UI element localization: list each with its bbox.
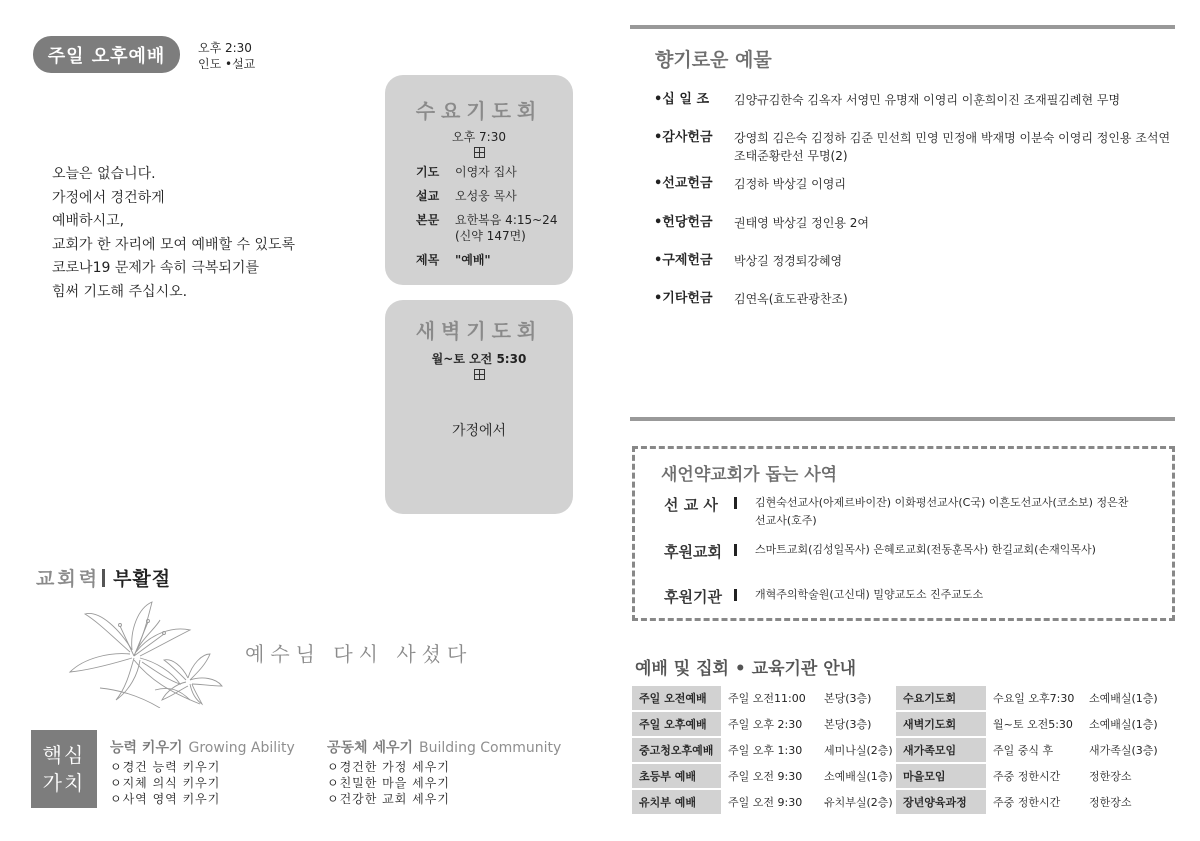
table-cell: 소예배실(1층) [824, 770, 893, 783]
table-cell: 주중 정한시간 [993, 796, 1061, 809]
mission-value: 개혁주의학술원(고신대) 밀양교도소 진주교도소 [755, 588, 984, 601]
table-cell: 주일 오전예배 [632, 686, 721, 710]
scripture-ref: 요한복음 4:15~24 [455, 213, 558, 227]
core-value-item: ㅇ경건한 가정 세우기 [327, 760, 450, 774]
table-cell: 주일 오전 9:30 [728, 796, 803, 809]
mission-row-institutions [664, 586, 1135, 607]
table-cell: 초등부 예배 [632, 764, 721, 788]
offering-type: •헌당헌금 [654, 215, 713, 230]
table-cell: 소예배실(1층) [1089, 692, 1158, 705]
offering-type: •선교헌금 [654, 176, 713, 191]
divider [102, 569, 105, 587]
divider [734, 544, 737, 556]
notice-line: 힘써 기도해 주십시오. [52, 283, 188, 300]
schedule-table [632, 684, 1176, 816]
core-value-item: ㅇ친밀한 마을 세우기 [327, 776, 450, 790]
offering-type: •기타헌금 [654, 291, 713, 306]
wednesday-prayer-title: 수요기도회 [415, 99, 543, 123]
core-value-heading [327, 737, 561, 757]
notice-line: 예배하시고, [52, 213, 125, 229]
core-value-en: Building Community [419, 740, 562, 756]
divider [734, 589, 737, 601]
table-cell: 주일 오후예배 [632, 712, 721, 736]
table-cell: 주일 오후 2:30 [728, 718, 803, 731]
core-value-en: Growing Ability [188, 740, 295, 756]
table-row [632, 712, 1176, 736]
table-cell: 월~토 오전5:30 [993, 718, 1073, 731]
sunday-afternoon-meta [198, 40, 255, 72]
table-cell: 유치부 예배 [632, 790, 721, 814]
table-cell: 본당(3층) [824, 692, 872, 705]
info-value: "예배" [455, 253, 491, 267]
core-value-ko: 공동체 세우기 [327, 740, 414, 756]
offering-row-relief [654, 252, 1174, 270]
core-values-label-2: 가치 [42, 771, 86, 795]
table-cell: 마을모임 [896, 764, 986, 788]
mission-row-churches [664, 541, 1135, 562]
offering-type: •구제헌금 [654, 253, 713, 268]
dawn-prayer-time: 월~토 오전 5:30 [431, 352, 527, 366]
offering-names: 김양규김한숙 김옥자 서영민 유명재 이영리 이훈희이진 조재필김례현 무명 [734, 93, 1121, 107]
info-key: 기도 [416, 165, 440, 179]
info-key: 설교 [416, 189, 440, 203]
mission-title: 새언약교회가 돕는 사역 [661, 465, 838, 485]
offering-type: •십 일 조 [654, 92, 710, 107]
table-cell: 주일 오후 1:30 [728, 744, 803, 757]
church-calendar [36, 564, 171, 591]
notice-line: 코로나19 문제가 속히 극복되기를 [52, 260, 259, 276]
church-calendar-label: 교회력 [36, 568, 101, 590]
info-value [455, 212, 573, 244]
core-value-building-community [327, 737, 561, 807]
table-cell: 주중 정한시간 [993, 770, 1061, 783]
table-cell: 세미나실(2층) [824, 744, 893, 757]
wednesday-prayer-time: 오후 7:30 [452, 130, 506, 144]
cross-icon [474, 147, 485, 158]
mission-value: 스마트교회(김성일목사) 은혜로교회(전동훈목사) 한길교회(손재익목사) [755, 543, 1096, 556]
scripture-page: (신약 147면) [455, 229, 526, 243]
table-cell: 유치부실(2층) [824, 796, 893, 809]
table-cell: 장년양육과정 [896, 790, 986, 814]
notice-line: 교회가 한 자리에 모여 예배할 수 있도록 [52, 236, 296, 253]
divider [630, 417, 1175, 421]
notice-text [52, 163, 295, 304]
info-row-prayer [416, 164, 573, 180]
resurrection-message: 예수님 다시 사셨다 [245, 642, 473, 666]
table-row [632, 738, 1176, 762]
table-cell: 본당(3층) [824, 718, 872, 731]
divider [630, 25, 1175, 29]
offering-row-other [654, 290, 1174, 308]
offering-row-thanks [654, 129, 1174, 165]
church-calendar-season: 부활절 [113, 568, 172, 590]
info-row-scripture [416, 212, 573, 244]
table-cell: 수요일 오후7:30 [993, 692, 1075, 705]
table-cell: 새가족실(3층) [1089, 744, 1158, 757]
core-value-growing-ability [110, 737, 295, 807]
table-cell: 주일 중식 후 [993, 744, 1054, 757]
cross-icon [474, 369, 485, 380]
info-key: 본문 [416, 213, 440, 227]
core-value-heading [110, 737, 295, 757]
table-cell: 주일 오전 9:30 [728, 770, 803, 783]
offering-names: 김정하 박상길 이영리 [734, 177, 846, 191]
dawn-prayer-box [385, 300, 573, 514]
info-row-title [416, 252, 573, 268]
lily-flower-icon [60, 600, 235, 708]
core-value-item: ㅇ경건 능력 키우기 [110, 760, 221, 774]
offerings-title: 향기로운 예물 [655, 49, 772, 71]
mission-key: 후원기관 [664, 588, 722, 606]
table-cell: 정한장소 [1089, 796, 1132, 809]
offering-row-building [654, 214, 1174, 232]
table-cell: 주일 오전11:00 [728, 692, 806, 705]
mission-key: 후원교회 [664, 543, 722, 561]
table-row [632, 686, 1176, 710]
notice-line: 가정에서 경건하게 [52, 189, 165, 206]
offering-type: •감사헌금 [654, 130, 713, 145]
core-value-item: ㅇ건강한 교회 세우기 [327, 792, 450, 806]
offering-names: 박상길 정경퇴강혜영 [734, 254, 843, 268]
dawn-prayer-title: 새벽기도회 [415, 319, 543, 343]
info-value: 오성웅 목사 [455, 189, 517, 203]
offering-names: 강영희 김은숙 김정하 김준 민선희 민영 민정애 박재명 이분숙 이영리 정인용 조석연 조태준황란선 무명(2) [734, 131, 1171, 163]
mission-row-missionaries [664, 494, 1135, 530]
notice-line: 오늘은 없습니다. [52, 166, 156, 182]
info-key: 제목 [416, 253, 440, 267]
table-cell: 정한장소 [1089, 770, 1132, 783]
core-value-item: ㅇ지체 의식 키우기 [110, 776, 221, 790]
table-cell: 새가족모임 [896, 738, 986, 762]
table-row [632, 790, 1176, 814]
sunday-afternoon-time: 오후 2:30 [198, 41, 252, 55]
wednesday-prayer-box [385, 75, 573, 285]
core-value-ko: 능력 키우기 [110, 740, 183, 756]
sunday-afternoon-lead: 인도 •설교 [198, 57, 256, 71]
wednesday-prayer-info [416, 164, 573, 268]
offering-names: 권태영 박상길 정인용 2여 [734, 216, 869, 230]
divider [734, 497, 737, 509]
info-row-sermon [416, 188, 573, 204]
table-cell: 소예배실(1층) [1089, 718, 1158, 731]
dawn-prayer-place: 가정에서 [451, 423, 507, 439]
core-values-label-1: 핵심 [42, 743, 86, 767]
table-cell: 중고청오후예배 [632, 738, 721, 762]
info-value: 이영자 집사 [455, 165, 517, 179]
mission-value: 김현숙선교사(아제르바이잔) 이화평선교사(C국) 이흔도선교사(코소보) 정은찬선교사(호주) [755, 496, 1129, 527]
mission-key: 선 교 사 [664, 496, 718, 514]
sunday-afternoon-badge: 주일 오후예배 [33, 36, 180, 73]
table-row [632, 764, 1176, 788]
offering-row-mission [654, 175, 1174, 193]
schedule-title: 예배 및 집회 • 교육기관 안내 [635, 659, 857, 679]
core-values-badge [31, 730, 97, 808]
table-cell: 새벽기도회 [896, 712, 986, 736]
offering-row-tithe [654, 91, 1174, 109]
offering-names: 김연옥(효도관광찬조) [734, 292, 848, 306]
table-cell: 수요기도회 [896, 686, 986, 710]
core-value-item: ㅇ사역 영역 키우기 [110, 792, 221, 806]
